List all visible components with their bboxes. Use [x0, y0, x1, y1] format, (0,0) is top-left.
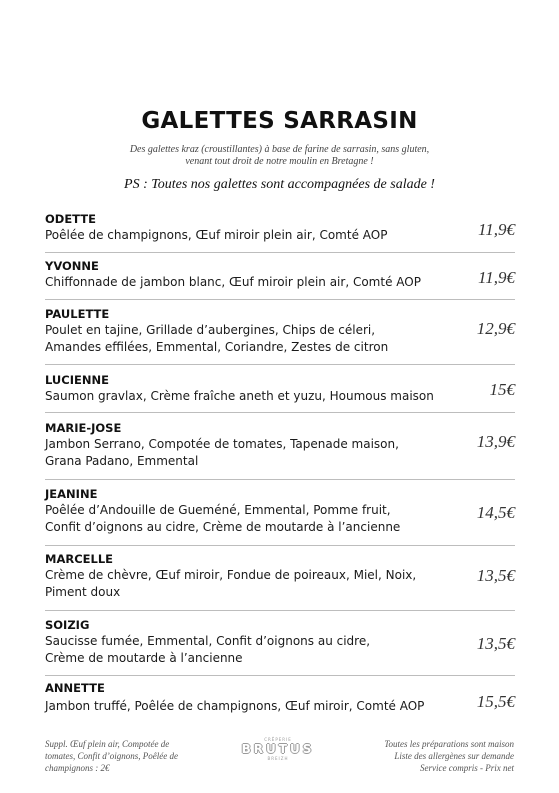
menu-item-soizig	[45, 618, 515, 667]
item-name: LUCIENNE	[45, 373, 109, 387]
divider	[45, 412, 515, 413]
brutus-logo	[236, 737, 320, 761]
item-description-line: Confit d’oignons au cidre, Crème de moutarde à l’ancienne	[45, 520, 401, 534]
item-price: 11,9€	[478, 220, 515, 239]
item-name: ODETTE	[45, 212, 96, 226]
supplement-line: champignons : 2€	[45, 763, 110, 773]
logo-word: BRUTUS	[241, 742, 315, 756]
item-price: 13,5€	[476, 566, 515, 585]
menu-item-odette	[45, 212, 515, 244]
item-description-line: Piment doux	[45, 585, 121, 599]
menu-item-lucienne	[45, 373, 515, 405]
item-description-line: Chiffonnade de jambon blanc, Œuf miroir plein air, Comté AOP	[45, 275, 421, 289]
supplement-line: Suppl. Œuf plein air, Compotée de	[45, 739, 170, 749]
item-name: JEANINE	[45, 487, 98, 501]
item-price: 13,9€	[476, 432, 515, 451]
menu-item-marie-jose	[45, 421, 515, 470]
item-description-line: Crème de chèvre, Œuf miroir, Fondue de poireaux, Miel, Noix,	[45, 568, 417, 582]
item-description	[45, 274, 470, 291]
item-description-line: Jambon Serrano, Compotée de tomates, Tapenade maison,	[45, 437, 399, 451]
item-name: MARIE-JOSE	[45, 421, 122, 435]
item-description-line: Saucisse fumée, Emmental, Confit d’oignons au cidre,	[45, 634, 371, 648]
menu-item-yvonne	[45, 259, 515, 291]
menu-item-jeanine	[45, 487, 515, 536]
item-description-line: Amandes effilées, Emmental, Coriandre, Zestes de citron	[45, 340, 389, 354]
item-description	[45, 227, 470, 244]
item-description	[45, 388, 470, 405]
item-price: 12,9€	[476, 319, 515, 338]
item-description	[45, 436, 470, 470]
item-name: YVONNE	[45, 259, 99, 273]
divider	[45, 299, 515, 300]
divider	[45, 545, 515, 546]
item-description-line: Jambon truffé, Poêlée de champignons, Œuf miroir, Comté AOP	[45, 699, 425, 713]
item-price: 11,9€	[478, 268, 515, 287]
subtitle	[0, 144, 559, 168]
item-description-line: Grana Padano, Emmental	[45, 454, 199, 468]
item-description-line: Crème de moutarde à l’ancienne	[45, 651, 243, 665]
menu-item-paulette	[45, 307, 515, 356]
item-description-line: Poulet en tajine, Grillade d’aubergines, Chips de céleri,	[45, 323, 376, 337]
house-note-line: Service compris - Prix net	[420, 763, 514, 773]
menu-item-annette	[45, 681, 515, 715]
divider	[45, 675, 515, 676]
item-description	[45, 567, 470, 601]
menu-item-marcelle	[45, 552, 515, 601]
divider	[45, 610, 515, 611]
logo-top-text: CRÊPERIE	[264, 737, 292, 742]
page-title: GALETTES SARRASIN	[141, 108, 418, 134]
supplement-note	[45, 738, 215, 774]
divider	[45, 252, 515, 253]
subtitle-line: venant tout droit de notre moulin en Bretagne !	[185, 156, 374, 167]
house-note-line: Liste des allergènes sur demande	[394, 751, 514, 761]
item-price: 15€	[489, 380, 515, 399]
item-description-line: Poêlée de champignons, Œuf miroir plein air, Comté AOP	[45, 228, 388, 242]
item-description	[45, 698, 470, 715]
supplement-line: tomates, Confit d’oignons, Poêlée de	[45, 751, 178, 761]
item-name: ANNETTE	[45, 681, 105, 695]
item-description	[45, 322, 470, 356]
subtitle-line: Des galettes kraz (croustillantes) à base de farine de sarrasin, sans gluten,	[129, 144, 430, 155]
divider	[45, 364, 515, 365]
item-name: MARCELLE	[45, 552, 114, 566]
item-price: 15,5€	[476, 692, 515, 711]
item-description-line: Saumon gravlax, Crème fraîche aneth et yuzu, Houmous maison	[45, 389, 434, 403]
house-note-line: Toutes les préparations sont maison	[384, 739, 514, 749]
logo-bottom-text: BREIZH	[267, 756, 289, 761]
salad-note: PS : Toutes nos galettes sont accompagnées de salade !	[124, 177, 435, 192]
item-name: PAULETTE	[45, 307, 110, 321]
item-description-line: Poêlée d’Andouille de Gueméné, Emmental, Pomme fruit,	[45, 503, 391, 517]
item-name: SOIZIG	[45, 618, 90, 632]
item-description	[45, 633, 470, 667]
house-note	[334, 738, 514, 774]
divider	[45, 479, 515, 480]
item-price: 14,5€	[476, 503, 515, 522]
item-price: 13,5€	[476, 634, 515, 653]
item-description	[45, 502, 470, 536]
